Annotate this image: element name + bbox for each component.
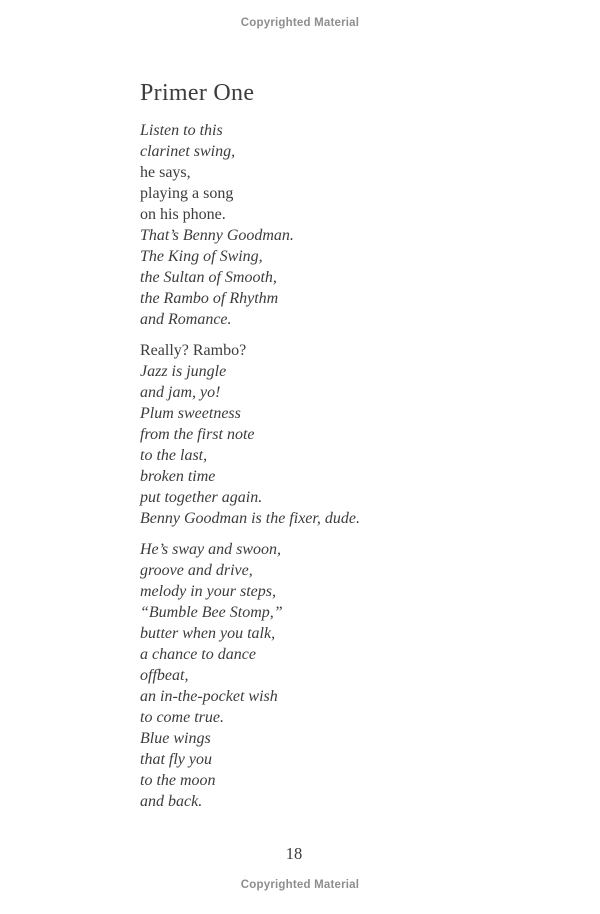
- poem-line: butter when you talk,: [140, 624, 276, 642]
- poem-line: Plum sweetness: [140, 404, 241, 422]
- poem-line: offbeat,: [140, 666, 189, 684]
- poem-line: he says,: [140, 163, 191, 181]
- poem-line: the Sultan of Smooth,: [140, 268, 277, 286]
- poem-line: “Bumble Bee Stomp,”: [140, 603, 283, 621]
- poem-line: playing a song: [140, 184, 234, 202]
- poem-line: to the last,: [140, 446, 208, 464]
- poem-stanzas: [140, 120, 560, 812]
- poem-line: groove and drive,: [140, 561, 253, 579]
- poem-line: that fly you: [140, 750, 212, 768]
- poem-line: the Rambo of Rhythm: [140, 289, 279, 307]
- poem-line: and jam, yo!: [140, 383, 221, 401]
- poem-line: Benny Goodman is the fixer, dude.: [140, 509, 360, 527]
- poem-line: on his phone.: [140, 205, 226, 223]
- poem-line: and back.: [140, 792, 203, 810]
- poem-line: and Romance.: [140, 310, 232, 328]
- poem-line: put together again.: [140, 488, 263, 506]
- poem-line: Jazz is jungle: [140, 362, 227, 380]
- poem-line: Listen to this: [140, 121, 223, 139]
- poem-line: a chance to dance: [140, 645, 256, 663]
- poem-line: The King of Swing,: [140, 247, 263, 265]
- stanza: [140, 120, 560, 330]
- poem-line: That’s Benny Goodman.: [140, 226, 294, 244]
- poem-line: clarinet swing,: [140, 142, 236, 160]
- stanza: [140, 539, 560, 812]
- poem-line: broken time: [140, 467, 216, 485]
- copyright-notice-top: Copyrighted Material: [240, 17, 360, 29]
- page-number: 18: [285, 844, 303, 863]
- poem: [140, 79, 560, 812]
- poem-line: melody in your steps,: [140, 582, 276, 600]
- poem-line: to come true.: [140, 708, 224, 726]
- poem-line: from the first note: [140, 425, 255, 443]
- poem-line: to the moon: [140, 771, 216, 789]
- copyright-notice-bottom: Copyrighted Material: [240, 879, 360, 891]
- poem-line: Really? Rambo?: [140, 341, 247, 359]
- poem-line: Blue wings: [140, 729, 211, 747]
- stanza: [140, 340, 560, 529]
- poem-title: Primer One: [140, 80, 255, 106]
- poem-line: He’s sway and swoon,: [140, 540, 282, 558]
- poem-line: an in-the-pocket wish: [140, 687, 278, 705]
